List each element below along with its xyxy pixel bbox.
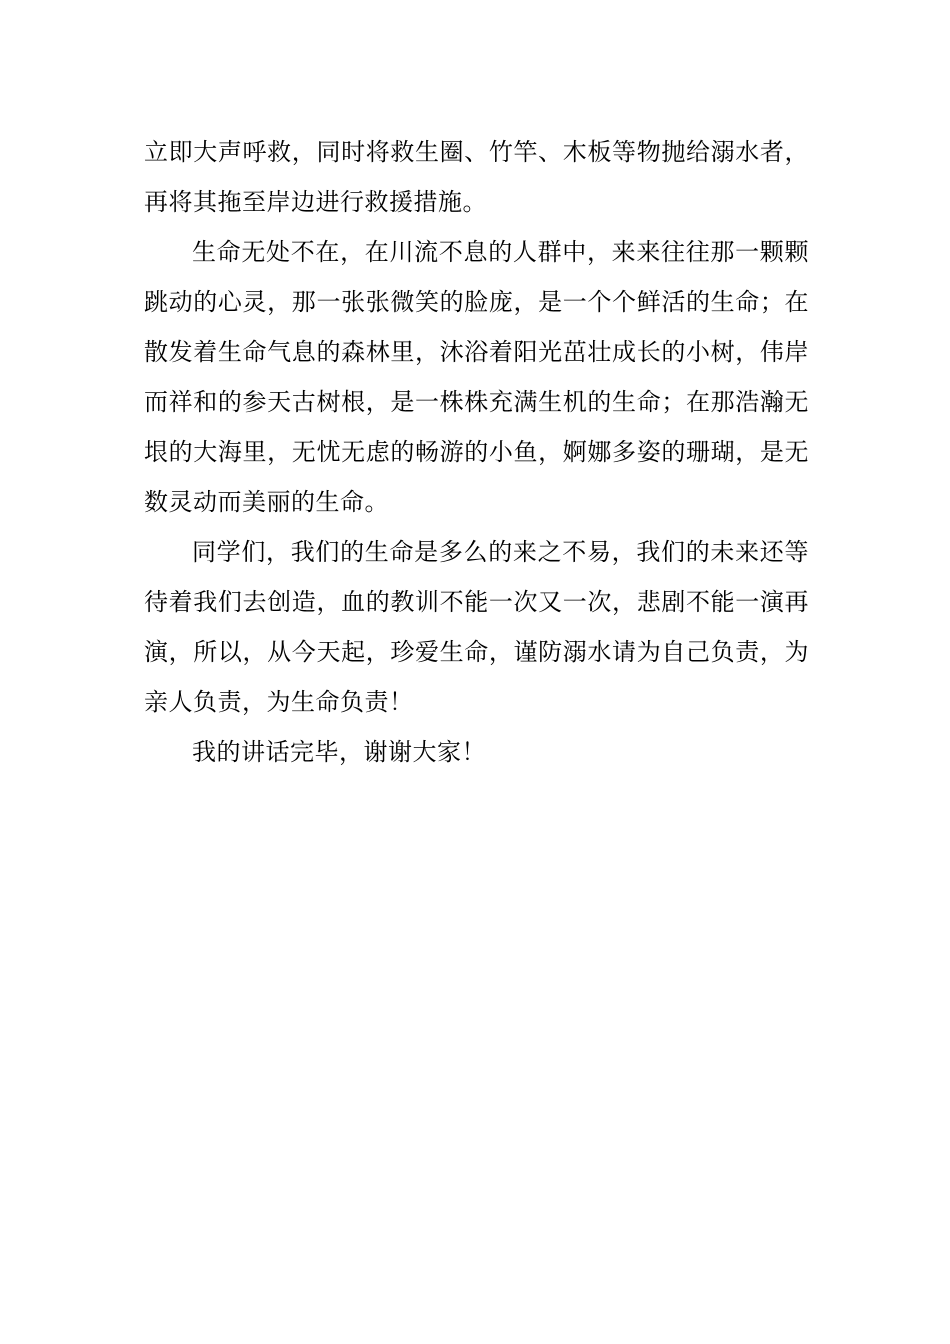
paragraph-closing: 我的讲话完毕，谢谢大家！ (192, 738, 486, 766)
paragraph-continuation: 立即大声呼救，同时将救生圈、竹竿、木板等物抛给溺水者，再将其拖至岸边进行救援措施。 (144, 138, 809, 216)
paragraph-cherish-life: 同学们，我们的生命是多么的来之不易，我们的未来还等待着我们去创造，血的教训不能一次又一次，悲剧不能一演再演，所以，从今天起，珍爱生命，谨防溺水请为自己负责，为亲人负责，为生命负责！ (144, 538, 809, 716)
paragraph-life-everywhere: 生命无处不在，在川流不息的人群中，来来往往那一颗颗跳动的心灵，那一张张微笑的脸庞，是一个个鲜活的生命；在散发着生命气息的森林里，沐浴着阳光茁壮成长的小树，伟岸而祥和的参天古树根，是一株株充满生机的生命；在那浩瀚无垠的大海里，无忧无虑的畅游的小鱼，婀娜多姿的珊瑚，是无数灵动而美丽的生命。 (144, 238, 809, 516)
speech-text (144, 127, 809, 777)
